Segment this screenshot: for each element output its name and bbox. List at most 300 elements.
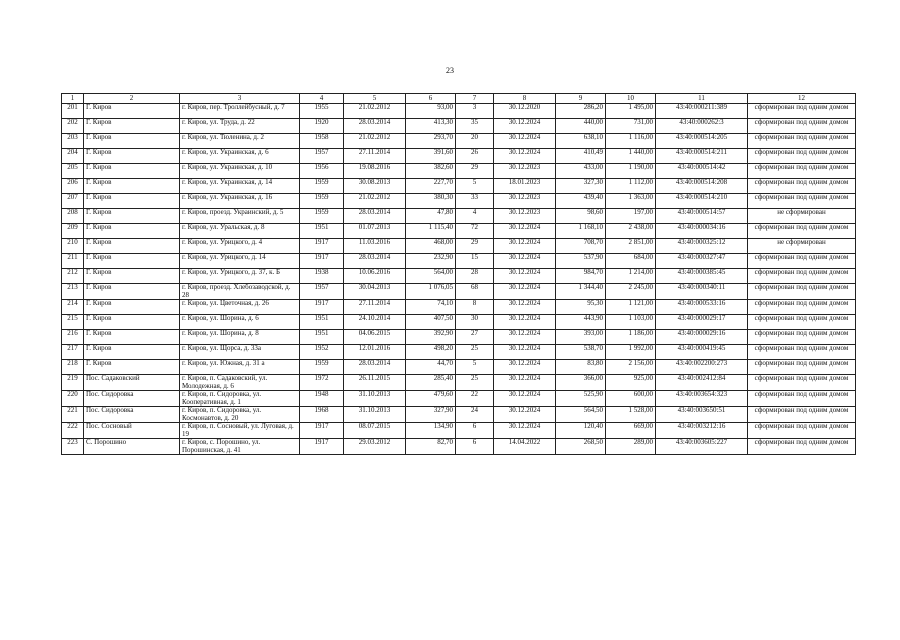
column-header-3: 3: [180, 94, 300, 104]
cell-land-area: 1 440,00: [606, 149, 656, 164]
cell-area-a: 134,90: [406, 423, 456, 439]
cell-deadline: 18.01.2023: [494, 179, 556, 194]
cell-row-number: 220: [62, 391, 84, 407]
cell-land-status: сформирован под одним домом: [748, 254, 856, 269]
cell-land-area: 731,00: [606, 119, 656, 134]
cell-cadastral-number: 43:40:000533:16: [656, 300, 748, 315]
cell-area-b: 564,50: [556, 407, 606, 423]
cell-land-status: сформирован под одним домом: [748, 300, 856, 315]
table-row: [62, 345, 856, 360]
cell-address: г. Киров, ул. Южная, д. 31 а: [180, 360, 300, 375]
cell-residents: 33: [456, 194, 494, 209]
cell-address: г. Киров, ул. Шорина, д. 8: [180, 330, 300, 345]
cell-row-number: 217: [62, 345, 84, 360]
cell-area-a: 498,20: [406, 345, 456, 360]
cell-cadastral-number: 43:40:000514:210: [656, 194, 748, 209]
cell-cadastral-number: 43:40:000034:16: [656, 224, 748, 239]
cell-address: г. Киров, с. Порошино, ул. Порошинская, д. 41: [180, 439, 300, 455]
cell-deadline: 30.12.2024: [494, 423, 556, 439]
cell-cadastral-number: 43:40:000514:42: [656, 164, 748, 179]
cell-date: 29.03.2012: [344, 439, 406, 455]
cell-land-area: 2 438,00: [606, 224, 656, 239]
cell-residents: 4: [456, 209, 494, 224]
cell-deadline: 30.12.2023: [494, 164, 556, 179]
cell-land-area: 1 528,00: [606, 407, 656, 423]
cell-year-built: 1917: [300, 300, 344, 315]
cell-year-built: 1938: [300, 269, 344, 284]
cell-address: г. Киров, ул. Урицкого, д. 37, к. Б: [180, 269, 300, 284]
cell-cadastral-number: 43:40:000514:208: [656, 179, 748, 194]
cell-residents: 24: [456, 407, 494, 423]
cell-area-a: 293,70: [406, 134, 456, 149]
cell-residents: 5: [456, 179, 494, 194]
housing-register-table: [61, 93, 856, 455]
cell-year-built: 1959: [300, 179, 344, 194]
cell-deadline: 30.12.2024: [494, 391, 556, 407]
cell-area-b: 443,90: [556, 315, 606, 330]
cell-year-built: 1920: [300, 119, 344, 134]
table-row: [62, 239, 856, 254]
cell-date: 04.06.2015: [344, 330, 406, 345]
cell-year-built: 1958: [300, 134, 344, 149]
cell-residents: 8: [456, 300, 494, 315]
cell-deadline: 30.12.2024: [494, 134, 556, 149]
column-header-8: 8: [494, 94, 556, 104]
cell-deadline: 30.12.2024: [494, 315, 556, 330]
table-row: [62, 194, 856, 209]
table-row: [62, 439, 856, 455]
cell-area-b: 83,80: [556, 360, 606, 375]
cell-year-built: 1956: [300, 164, 344, 179]
cell-settlement: Г. Киров: [84, 119, 180, 134]
cell-row-number: 219: [62, 375, 84, 391]
cell-row-number: 218: [62, 360, 84, 375]
cell-residents: 68: [456, 284, 494, 300]
cell-row-number: 216: [62, 330, 84, 345]
cell-land-status: не сформирован: [748, 239, 856, 254]
cell-address: г. Киров, п. Сосновый, ул. Луговая, д. 19: [180, 423, 300, 439]
cell-area-a: 564,00: [406, 269, 456, 284]
cell-area-a: 413,30: [406, 119, 456, 134]
cell-deadline: 30.12.2024: [494, 300, 556, 315]
table-row: [62, 269, 856, 284]
cell-year-built: 1955: [300, 104, 344, 119]
cell-land-status: сформирован под одним домом: [748, 179, 856, 194]
cell-land-status: сформирован под одним домом: [748, 149, 856, 164]
cell-deadline: 30.12.2024: [494, 407, 556, 423]
cell-area-b: 433,00: [556, 164, 606, 179]
cell-settlement: Г. Киров: [84, 239, 180, 254]
cell-row-number: 215: [62, 315, 84, 330]
cell-land-area: 2 245,00: [606, 284, 656, 300]
cell-year-built: 1972: [300, 375, 344, 391]
cell-settlement: Г. Киров: [84, 345, 180, 360]
column-header-2: 2: [84, 94, 180, 104]
cell-date: 08.07.2015: [344, 423, 406, 439]
cell-settlement: Г. Киров: [84, 104, 180, 119]
cell-land-area: 2 851,00: [606, 239, 656, 254]
cell-residents: 28: [456, 269, 494, 284]
cell-settlement: Пос. Сидоровка: [84, 391, 180, 407]
column-header-5: 5: [344, 94, 406, 104]
cell-land-area: 1 190,00: [606, 164, 656, 179]
cell-address: г. Киров, п. Садаковский, ул. Молодежная, д. 6: [180, 375, 300, 391]
cell-row-number: 209: [62, 224, 84, 239]
cell-area-a: 1 076,05: [406, 284, 456, 300]
cell-area-a: 392,90: [406, 330, 456, 345]
cell-land-status: сформирован под одним домом: [748, 269, 856, 284]
cell-residents: 26: [456, 149, 494, 164]
cell-residents: 5: [456, 360, 494, 375]
cell-row-number: 207: [62, 194, 84, 209]
cell-cadastral-number: 43:40:000514:205: [656, 134, 748, 149]
cell-land-area: 684,00: [606, 254, 656, 269]
table-row: [62, 104, 856, 119]
cell-area-a: 327,90: [406, 407, 456, 423]
cell-row-number: 201: [62, 104, 84, 119]
cell-land-status: сформирован под одним домом: [748, 423, 856, 439]
cell-settlement: Г. Киров: [84, 315, 180, 330]
cell-land-area: 1 116,00: [606, 134, 656, 149]
cell-area-a: 1 115,40: [406, 224, 456, 239]
table-row: [62, 391, 856, 407]
cell-row-number: 210: [62, 239, 84, 254]
cell-land-area: 1 103,00: [606, 315, 656, 330]
cell-year-built: 1917: [300, 239, 344, 254]
cell-date: 12.01.2016: [344, 345, 406, 360]
cell-date: 28.03.2014: [344, 209, 406, 224]
cell-area-b: 98,60: [556, 209, 606, 224]
cell-area-a: 44,70: [406, 360, 456, 375]
cell-year-built: 1951: [300, 315, 344, 330]
cell-land-area: 600,00: [606, 391, 656, 407]
cell-area-a: 227,70: [406, 179, 456, 194]
cell-area-a: 407,50: [406, 315, 456, 330]
cell-row-number: 208: [62, 209, 84, 224]
cell-land-status: сформирован под одним домом: [748, 439, 856, 455]
cell-land-status: сформирован под одним домом: [748, 224, 856, 239]
cell-row-number: 203: [62, 134, 84, 149]
cell-area-b: 638,10: [556, 134, 606, 149]
cell-land-area: 669,00: [606, 423, 656, 439]
cell-land-status: сформирован под одним домом: [748, 104, 856, 119]
cell-area-b: 537,90: [556, 254, 606, 269]
cell-date: 27.11.2014: [344, 300, 406, 315]
table-row: [62, 224, 856, 239]
cell-residents: 22: [456, 391, 494, 407]
cell-date: 31.10.2013: [344, 407, 406, 423]
cell-deadline: 30.12.2024: [494, 345, 556, 360]
page-number: 23: [446, 66, 454, 75]
cell-land-area: 289,00: [606, 439, 656, 455]
cell-cadastral-number: 43:40:000340:11: [656, 284, 748, 300]
cell-settlement: Г. Киров: [84, 149, 180, 164]
cell-settlement: Г. Киров: [84, 254, 180, 269]
cell-land-area: 925,00: [606, 375, 656, 391]
cell-settlement: Г. Киров: [84, 300, 180, 315]
cell-date: 11.03.2016: [344, 239, 406, 254]
cell-date: 31.10.2013: [344, 391, 406, 407]
cell-cadastral-number: 43:40:002412:84: [656, 375, 748, 391]
cell-area-b: 1 168,10: [556, 224, 606, 239]
cell-settlement: Г. Киров: [84, 164, 180, 179]
cell-residents: 6: [456, 439, 494, 455]
cell-year-built: 1957: [300, 284, 344, 300]
cell-address: г. Киров, ул. Украинская, д. 16: [180, 194, 300, 209]
cell-cadastral-number: 43:40:000029:17: [656, 315, 748, 330]
cell-residents: 25: [456, 345, 494, 360]
cell-land-status: сформирован под одним домом: [748, 119, 856, 134]
cell-residents: 29: [456, 164, 494, 179]
column-header-1: 1: [62, 94, 84, 104]
cell-residents: 20: [456, 134, 494, 149]
cell-area-a: 382,60: [406, 164, 456, 179]
cell-area-a: 391,60: [406, 149, 456, 164]
cell-settlement: Г. Киров: [84, 330, 180, 345]
cell-date: 28.03.2014: [344, 360, 406, 375]
cell-row-number: 211: [62, 254, 84, 269]
cell-year-built: 1917: [300, 439, 344, 455]
cell-land-status: сформирован под одним домом: [748, 345, 856, 360]
cell-area-b: 268,50: [556, 439, 606, 455]
cell-date: 19.08.2016: [344, 164, 406, 179]
cell-year-built: 1959: [300, 360, 344, 375]
cell-area-b: 525,90: [556, 391, 606, 407]
cell-deadline: 30.12.2024: [494, 119, 556, 134]
cell-settlement: Г. Киров: [84, 179, 180, 194]
table-row: [62, 209, 856, 224]
cell-row-number: 205: [62, 164, 84, 179]
cell-cadastral-number: 43:40:002200:273: [656, 360, 748, 375]
cell-land-status: сформирован под одним домом: [748, 134, 856, 149]
column-header-12: 12: [748, 94, 856, 104]
cell-residents: 25: [456, 375, 494, 391]
table-row: [62, 149, 856, 164]
cell-row-number: 206: [62, 179, 84, 194]
table-row: [62, 407, 856, 423]
cell-deadline: 14.04.2022: [494, 439, 556, 455]
cell-area-b: 440,00: [556, 119, 606, 134]
cell-address: г. Киров, ул. Урицкого, д. 4: [180, 239, 300, 254]
cell-area-a: 285,40: [406, 375, 456, 391]
cell-settlement: Г. Киров: [84, 194, 180, 209]
cell-cadastral-number: 43:40:003654:323: [656, 391, 748, 407]
cell-residents: 30: [456, 315, 494, 330]
cell-address: г. Киров, ул. Урицкого, д. 14: [180, 254, 300, 269]
cell-land-status: не сформирован: [748, 209, 856, 224]
cell-date: 21.02.2012: [344, 104, 406, 119]
column-header-6: 6: [406, 94, 456, 104]
cell-address: г. Киров, ул. Шорина, д. 6: [180, 315, 300, 330]
cell-row-number: 202: [62, 119, 84, 134]
column-header-7: 7: [456, 94, 494, 104]
column-header-9: 9: [556, 94, 606, 104]
cell-date: 28.03.2014: [344, 119, 406, 134]
cell-cadastral-number: 43:40:000514:211: [656, 149, 748, 164]
cell-land-area: 2 156,00: [606, 360, 656, 375]
cell-year-built: 1968: [300, 407, 344, 423]
cell-settlement: Г. Киров: [84, 360, 180, 375]
cell-residents: 27: [456, 330, 494, 345]
cell-land-area: 197,00: [606, 209, 656, 224]
cell-date: 21.02.2012: [344, 194, 406, 209]
cell-land-area: 1 121,00: [606, 300, 656, 315]
cell-address: г. Киров, ул. Тюленина, д. 2: [180, 134, 300, 149]
cell-row-number: 213: [62, 284, 84, 300]
cell-address: г. Киров, ул. Уральская, д. 8: [180, 224, 300, 239]
cell-settlement: Г. Киров: [84, 284, 180, 300]
cell-year-built: 1951: [300, 330, 344, 345]
cell-row-number: 222: [62, 423, 84, 439]
cell-land-area: 1 186,00: [606, 330, 656, 345]
cell-address: г. Киров, проезд. Хлебозаводской, д. 28: [180, 284, 300, 300]
cell-land-area: 1 992,00: [606, 345, 656, 360]
cell-deadline: 30.12.2024: [494, 330, 556, 345]
column-header-4: 4: [300, 94, 344, 104]
cell-settlement: Г. Киров: [84, 209, 180, 224]
cell-deadline: 30.12.2023: [494, 194, 556, 209]
cell-cadastral-number: 43:40:000327:47: [656, 254, 748, 269]
cell-settlement: Г. Киров: [84, 269, 180, 284]
cell-year-built: 1948: [300, 391, 344, 407]
cell-land-area: 1 214,00: [606, 269, 656, 284]
cell-cadastral-number: 43:40:003605:227: [656, 439, 748, 455]
cell-cadastral-number: 43:40:003650:51: [656, 407, 748, 423]
cell-row-number: 221: [62, 407, 84, 423]
cell-land-area: 1 495,00: [606, 104, 656, 119]
cell-cadastral-number: 43:40:003212:16: [656, 423, 748, 439]
cell-cadastral-number: 43:40:000211:389: [656, 104, 748, 119]
cell-land-status: сформирован под одним домом: [748, 315, 856, 330]
cell-year-built: 1952: [300, 345, 344, 360]
table-row: [62, 300, 856, 315]
cell-settlement: Пос. Садаковский: [84, 375, 180, 391]
table-row: [62, 284, 856, 300]
table-row: [62, 315, 856, 330]
cell-land-status: сформирован под одним домом: [748, 284, 856, 300]
cell-area-a: 93,00: [406, 104, 456, 119]
cell-land-status: сформирован под одним домом: [748, 391, 856, 407]
cell-area-a: 468,00: [406, 239, 456, 254]
cell-area-b: 327,30: [556, 179, 606, 194]
table-row: [62, 119, 856, 134]
cell-settlement: Г. Киров: [84, 134, 180, 149]
cell-residents: 29: [456, 239, 494, 254]
column-header-11: 11: [656, 94, 748, 104]
cell-deadline: 30.12.2024: [494, 239, 556, 254]
cell-cadastral-number: 43:40:000419:45: [656, 345, 748, 360]
cell-area-a: 479,60: [406, 391, 456, 407]
cell-residents: 15: [456, 254, 494, 269]
cell-address: г. Киров, ул. Украинская, д. 14: [180, 179, 300, 194]
cell-area-b: 1 344,40: [556, 284, 606, 300]
cell-date: 27.11.2014: [344, 149, 406, 164]
cell-address: г. Киров, проезд. Украинский, д. 5: [180, 209, 300, 224]
cell-area-a: 74,10: [406, 300, 456, 315]
table-row: [62, 164, 856, 179]
cell-area-b: 410,49: [556, 149, 606, 164]
cell-land-status: сформирован под одним домом: [748, 360, 856, 375]
cell-land-area: 1 363,00: [606, 194, 656, 209]
cell-deadline: 30.12.2023: [494, 209, 556, 224]
cell-cadastral-number: 43:40:000514:57: [656, 209, 748, 224]
table-row: [62, 330, 856, 345]
cell-address: г. Киров, ул. Труда, д. 22: [180, 119, 300, 134]
column-header-10: 10: [606, 94, 656, 104]
cell-land-status: сформирован под одним домом: [748, 407, 856, 423]
cell-area-b: 286,20: [556, 104, 606, 119]
header-row: [62, 94, 856, 104]
cell-deadline: 30.12.2024: [494, 360, 556, 375]
cell-deadline: 30.12.2024: [494, 149, 556, 164]
cell-area-a: 47,80: [406, 209, 456, 224]
cell-date: 10.06.2016: [344, 269, 406, 284]
table-row: [62, 423, 856, 439]
cell-row-number: 214: [62, 300, 84, 315]
cell-area-a: 232,90: [406, 254, 456, 269]
cell-address: г. Киров, п. Сидоровка, ул. Кооперативная, д. 1: [180, 391, 300, 407]
cell-year-built: 1959: [300, 209, 344, 224]
cell-residents: 72: [456, 224, 494, 239]
cell-date: 30.08.2013: [344, 179, 406, 194]
cell-area-a: 82,70: [406, 439, 456, 455]
cell-address: г. Киров, п. Сидоровка, ул. Космонавтов, д. 20: [180, 407, 300, 423]
cell-area-b: 439,40: [556, 194, 606, 209]
cell-deadline: 30.12.2024: [494, 375, 556, 391]
cell-address: г. Киров, ул. Украинская, д. 10: [180, 164, 300, 179]
cell-row-number: 204: [62, 149, 84, 164]
cell-cadastral-number: 43:40:000262:3: [656, 119, 748, 134]
cell-date: 24.10.2014: [344, 315, 406, 330]
cell-area-b: 984,70: [556, 269, 606, 284]
cell-year-built: 1951: [300, 224, 344, 239]
cell-land-status: сформирован под одним домом: [748, 375, 856, 391]
cell-settlement: Пос. Сидоровка: [84, 407, 180, 423]
table-row: [62, 375, 856, 391]
cell-date: 26.11.2015: [344, 375, 406, 391]
table-row: [62, 254, 856, 269]
cell-deadline: 30.12.2024: [494, 269, 556, 284]
cell-date: 30.04.2013: [344, 284, 406, 300]
table-body: [62, 104, 856, 455]
cell-deadline: 30.12.2024: [494, 284, 556, 300]
table-row: [62, 134, 856, 149]
cell-area-b: 95,30: [556, 300, 606, 315]
cell-area-b: 393,00: [556, 330, 606, 345]
cell-area-b: 538,70: [556, 345, 606, 360]
cell-deadline: 30.12.2024: [494, 254, 556, 269]
cell-residents: 6: [456, 423, 494, 439]
cell-address: г. Киров, ул. Цветочная, д. 26: [180, 300, 300, 315]
cell-year-built: 1917: [300, 254, 344, 269]
cell-area-b: 120,40: [556, 423, 606, 439]
cell-settlement: Пос. Сосновый: [84, 423, 180, 439]
cell-address: г. Киров, ул. Щорса, д. 33а: [180, 345, 300, 360]
cell-residents: 3: [456, 104, 494, 119]
cell-residents: 35: [456, 119, 494, 134]
cell-year-built: 1957: [300, 149, 344, 164]
cell-land-area: 1 112,00: [606, 179, 656, 194]
cell-date: 28.03.2014: [344, 254, 406, 269]
cell-date: 21.02.2012: [344, 134, 406, 149]
table-row: [62, 360, 856, 375]
cell-land-status: сформирован под одним домом: [748, 164, 856, 179]
cell-cadastral-number: 43:40:000325:12: [656, 239, 748, 254]
cell-cadastral-number: 43:40:000385:45: [656, 269, 748, 284]
cell-year-built: 1917: [300, 423, 344, 439]
cell-area-b: 708,70: [556, 239, 606, 254]
cell-settlement: Г. Киров: [84, 224, 180, 239]
